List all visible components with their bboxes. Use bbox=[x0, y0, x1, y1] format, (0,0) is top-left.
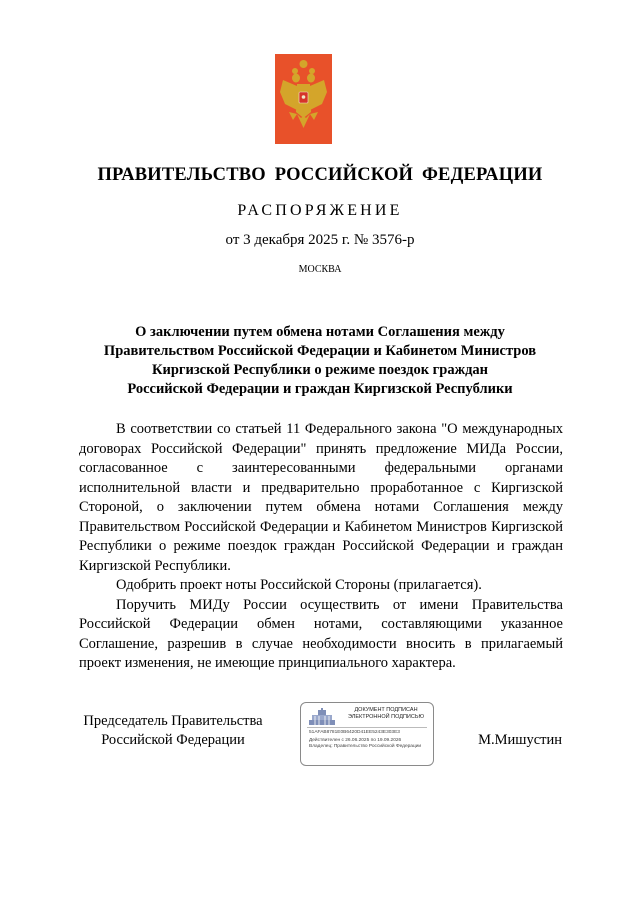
coat-of-arms-icon bbox=[275, 54, 332, 144]
document-date-number: от 3 декабря 2025 г. № 3576-р bbox=[225, 232, 415, 248]
subject-line: Правительством Российской Федерации и Кабинетом Министров bbox=[103, 343, 537, 359]
subject-line: О заключении путем обмена нотами Соглашения между bbox=[135, 324, 505, 340]
government-title: ПРАВИТЕЛЬСТВО РОССИЙСКОЙ ФЕДЕРАЦИИ bbox=[97, 165, 543, 185]
body-paragraph: Одобрить проект ноты Российской Стороны (прилагается). bbox=[116, 577, 482, 593]
esign-heading-line: ДОКУМЕНТ ПОДПИСАН bbox=[354, 707, 418, 713]
subject-line: Киргизской Республики о режиме поездок граждан bbox=[151, 362, 489, 378]
subject-line: Российской Федерации и граждан Киргизской Республики bbox=[127, 381, 513, 397]
esign-owner: Владелец: Правительство Российской Федерации bbox=[309, 744, 422, 749]
signatory-name: М.Мишустин bbox=[478, 732, 562, 748]
document-body bbox=[79, 420, 563, 674]
esign-certificate: 51AFAB8781E0B6420D41EE5243E303E3 bbox=[309, 730, 400, 735]
signatory-position bbox=[78, 712, 268, 750]
body-paragraph: В соответствии со статьей 11 Федерального закона "О международных договорах Российской Федерации" принять предложение МИДа России, согласованное с заинтересованными федеральными органами исполнительной власти и предварительно проработанное с Киргизской Стороной, о заключении путем обмена нотами Соглашения между Правительством Российской Федерации и Кабинетом Министров Киргизской Республики о режиме поездок граждан Российской Федерации и граждан Киргизской Республики. bbox=[79, 421, 563, 574]
document-subject bbox=[80, 323, 560, 399]
building-icon bbox=[307, 708, 337, 726]
esign-heading-line: ЭЛЕКТРОННОЙ ПОДПИСЬЮ bbox=[347, 714, 425, 720]
esign-heading bbox=[339, 707, 433, 721]
document-city: МОСКВА bbox=[298, 264, 342, 275]
signatory-position-line: Российской Федерации bbox=[101, 732, 245, 748]
body-paragraph: Поручить МИДу России осуществить от имени Правительства Российской Федерации обмен нотами, составляющими указанное Соглашение, разрешив в случае необходимости вносить в прилагаемый проект изменения, не имеющие принципиального характера. bbox=[79, 596, 563, 671]
document-type: РАСПОРЯЖЕНИЕ bbox=[237, 202, 403, 219]
signatory-position-line: Председатель Правительства bbox=[83, 713, 263, 729]
esign-validity: Действителен с 26.06.2025 по 19.09.2026 bbox=[309, 738, 402, 743]
esign-divider bbox=[307, 727, 427, 728]
electronic-signature-stamp bbox=[300, 702, 434, 766]
